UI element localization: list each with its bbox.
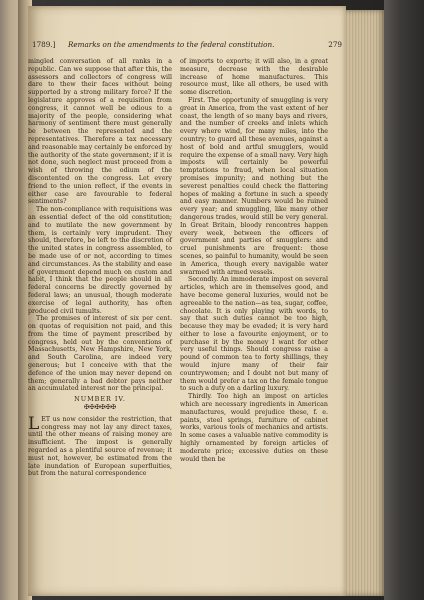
paragraph: Secondly. An immoderate impost on several articles, which are in themselves good, and have become general luxuries, would not be agreeable to the nation—as tea, sugar, coffee, chocolate. It is only playing with words, to say that such duties cannot be too high, because they may be evaded; it is very hard either to lose a favourite enjoyment, or to purchase it by the money I want for other very useful things. Should congress raise a pound of common tea to forty shillings, they would injure many of their fair countrywomen; and I doubt not but many of them would prefer a tax on the female tongue to such a duty on a darling luxury. [180,276,328,393]
paragraph: The non-compliance with requisitions was an essential defect of the old constitution; and to mutilate the new government by them, is certainly very imprudent. They should, therefore, be left to the discretion of the united states in congress assembled, to be made use of or not, according to times and circumstances. As the stability and ease of government depend much on custom and habit, I think that the people should in all federal concerns be directly governed by federal laws; an unusual, though moderate exercise of legal authority, has often produced civil tumults. [28,206,172,315]
paragraph: Thirdly. Too high an impost on articles which are necessary ingredients in American manufactures, would prejudice these, f. e. paints, steel springs, furniture of cabinet works, various tools of mechanics and artists. In some cases a valuable native commodity is highly ornamented by foreign articles of moderate price; excessive duties on these would then be [180,393,328,463]
drop-cap: L [28,413,40,434]
paragraph: The promises of interest of six per cent. on quotas of requisition not paid, and this from the time of payment prescribed by congress, held out by the conventions of Massachusetts, New Hampshire, New York, and South Carolina, are indeed very generous; but I conceive with that the defence of the union may never depend on them; generally a bad debtor pays neither an accumulated interest nor the principal. [28,315,172,393]
paragraph: mingled conversation of all ranks in a republic. Can we suppose that after this, the assessors and collectors of congress will dare to thew their faces without being supported by a strong military force? If the legislature approves of a requisition from congress, it cannot well be odious to a majority of the people, considering what harmony of sentiment there must generally be between the represented and the representatives. Therefore a tax necessary and reasonable may certainly be enforced by the authority of the state government; if it is not done, such neglect must proceed from a wish of throwing the odium of the discontented on the congress. Let every friend to the union reflect, if the events in either case are favourable to federal sentiments? [28,58,172,206]
header-year: 1789.] [32,40,56,49]
ornament-divider: ✠✠✠✠✠✠ [83,403,117,412]
section-paragraph [28,413,172,478]
right-column [180,58,328,463]
header-title: Remarks on the amendments to the federal constitution. [68,40,275,49]
section-paragraph-text: ET us now consider the restriction, that congress may not lay any direct taxes, until the other means of raising money are insufficient. The impost is generally regarded as a plentiful source of revenue; it must not, however, be estimated from the late inundation of European superfluities, but from the natural correspondence [28,415,172,478]
section-heading [28,396,172,412]
running-header [32,40,342,52]
page-number: 279 [328,40,342,49]
section-heading-text: NUMBER IV. [74,395,126,404]
left-column [28,58,172,478]
paragraph: First. The opportunity of smuggling is very great in America, from the vast extent of her coast, the length of so many bays and rivers, and the number of creeks and inlets which every where wind, for many miles, into the country; to guard all these avenues, against a host of bold and artful smugglers, would require the expense of a small navy. Very high imposts will certainly be powerful temptations to fraud, when local situation promises impunity; and nothing but the severest penalties could check the flattering hopes of making a fortune in such a speedy and easy manner. Numbers would be ruined every year; and smuggling, like many other dangerous trades, would still be very general. In Great Britain, bloody rencontres happen every week, between the officers of government and parties of smugglers: and cruel punishments are frequent: those scenes, so painful to humanity, would be seen in America, though every navigable water swarmed with armed vessels. [180,96,328,276]
page-fore-edge [344,10,386,596]
book-page [28,6,346,596]
paragraph: of imports to exports; it will also, in a great measure, decrease with the desirable increase of home manufactures. This resource must, like all others, be used with some discretion. [180,58,328,97]
book-cover-edge [384,0,424,600]
